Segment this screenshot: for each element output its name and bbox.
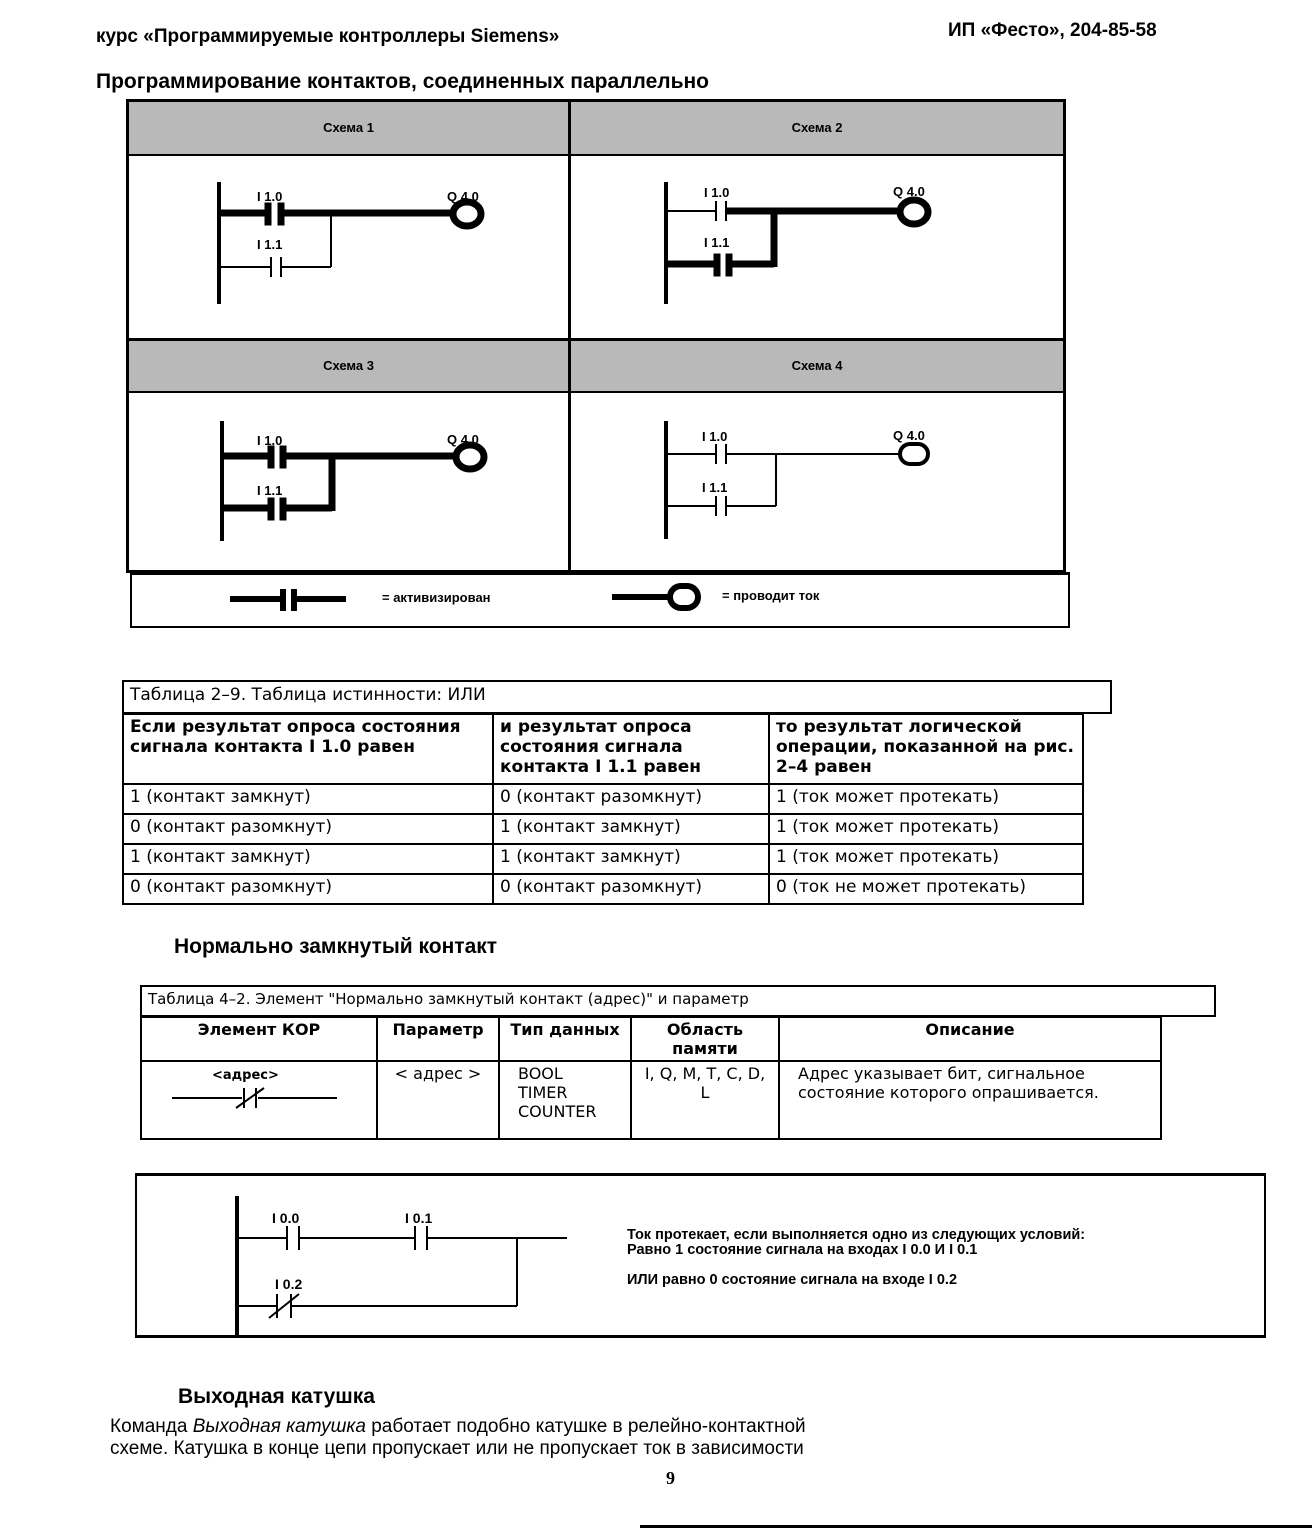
section-title-parallel: Программирование контактов, соединенных параллельно: [96, 70, 710, 93]
nc-example-box: [135, 1173, 1266, 1338]
p4-input-a-label: I 1.0: [702, 429, 728, 444]
truth-table-or: [122, 713, 1084, 905]
p2-output-label: Q 4.0: [893, 184, 925, 199]
table-row: [123, 844, 1083, 874]
table-header-cell: Область памяти: [631, 1017, 779, 1061]
panel-title-4: Схема 4: [571, 341, 1063, 393]
ex-condition-line-3: ИЛИ равно 0 состояние сигнала на входе I 0.2: [627, 1272, 958, 1288]
description-cell: Адрес указывает бит, сигнальное состояние которого опрашивается.: [779, 1061, 1161, 1139]
active-contact-symbol-icon: [230, 585, 350, 615]
table-row: [141, 1061, 1161, 1139]
data-type-item: BOOL: [518, 1064, 563, 1083]
table-row: [123, 874, 1083, 904]
nc-example-ladder: [137, 1176, 637, 1336]
param-cell: < адрес >: [377, 1061, 499, 1139]
output-coil-paragraph-line-1: [110, 1416, 806, 1438]
header-course-title: курс «Программируемые контроллеры Siemens»: [96, 26, 560, 47]
table-cell: 1 (ток может протекать): [769, 784, 1083, 814]
table-cell: 0 (ток не может протекать): [769, 874, 1083, 904]
p2-input-a-label: I 1.0: [704, 185, 730, 200]
section-title-nc-contact: Нормально замкнутый контакт: [174, 935, 498, 958]
legend-active-text: = активизирован: [382, 590, 491, 605]
ex-input-c-label: I 0.2: [275, 1276, 303, 1292]
p1-input-a-label: I 1.0: [257, 189, 283, 204]
table-header-row: [123, 714, 1083, 784]
p1-input-b-label: I 1.1: [257, 237, 283, 252]
output-coil-paragraph-line-2: схеме. Катушка в конце цепи пропускает или не пропускает ток в зависимости: [110, 1438, 804, 1459]
table-cell: 1 (контакт замкнут): [123, 784, 493, 814]
para-rest: работает подобно катушке в релейно-контактной: [365, 1416, 806, 1437]
table-header-cell: Элемент КОР: [141, 1017, 377, 1061]
table-cell: 1 (контакт замкнут): [123, 844, 493, 874]
section-title-output-coil: Выходная катушка: [178, 1385, 375, 1408]
ex-input-a-label: I 0.0: [272, 1210, 300, 1226]
ladder-diagram-2: [571, 154, 1063, 338]
table-header-cell: то результат логической операции, показанной на рис. 2–4 равен: [769, 714, 1083, 784]
table-cell: 1 (ток может протекать): [769, 814, 1083, 844]
ladder-diagram-1: [129, 154, 568, 338]
header-company: ИП «Фесто», 204-85-58: [948, 20, 1157, 41]
nc-contact-symbol-icon: [172, 1084, 342, 1114]
p4-output-label: Q 4.0: [893, 428, 925, 443]
para-prefix: Команда: [110, 1416, 193, 1437]
table-cell: 1 (контакт замкнут): [493, 814, 769, 844]
data-type-item: COUNTER: [518, 1102, 597, 1121]
p3-output-label: Q 4.0: [447, 432, 479, 447]
memory-area-cell: I, Q, M, T, C, D, L: [631, 1061, 779, 1139]
kop-element-cell: [141, 1061, 377, 1139]
table-cell: 0 (контакт разомкнут): [493, 784, 769, 814]
p3-input-b-label: I 1.1: [257, 483, 283, 498]
legend-conducts-text: = проводит ток: [722, 588, 820, 603]
conducting-coil-symbol-icon: [612, 581, 722, 615]
table-cell: 0 (контакт разомкнут): [123, 874, 493, 904]
p1-output-label: Q 4.0: [447, 189, 479, 204]
table-header-row: [141, 1017, 1161, 1061]
table-row: [123, 784, 1083, 814]
table-cell: 0 (контакт разомкнут): [123, 814, 493, 844]
table-2-9-caption: Таблица 2–9. Таблица истинности: ИЛИ: [122, 680, 1112, 714]
table-row: [123, 814, 1083, 844]
p4-input-b-label: I 1.1: [702, 480, 728, 495]
ladder-diagram-3: [129, 391, 568, 573]
figure-legend: [130, 572, 1070, 628]
ladder-diagram-4: [571, 391, 1063, 573]
table-cell: 1 (ток может протекать): [769, 844, 1083, 874]
data-types-cell: [499, 1061, 631, 1139]
ex-input-b-label: I 0.1: [405, 1210, 433, 1226]
panel-title-3: Схема 3: [129, 341, 568, 393]
table-header-cell: Тип данных: [499, 1017, 631, 1061]
p3-input-a-label: I 1.0: [257, 433, 283, 448]
nc-contact-element-table: [140, 1016, 1162, 1140]
page-number: 9: [666, 1468, 675, 1488]
panel-title-1: Схема 1: [129, 102, 568, 156]
kop-address-label: <адрес>: [212, 1068, 279, 1083]
panel-title-2: Схема 2: [571, 102, 1063, 156]
parallel-contacts-figure: [126, 99, 1066, 573]
bottom-edge-line: [640, 1525, 1312, 1528]
data-type-item: TIMER: [518, 1083, 568, 1102]
p2-input-b-label: I 1.1: [704, 235, 730, 250]
table-header-cell: Параметр: [377, 1017, 499, 1061]
table-header-cell: Описание: [779, 1017, 1161, 1061]
table-header-cell: и результат опроса состояния сигнала контакта I 1.1 равен: [493, 714, 769, 784]
table-cell: 0 (контакт разомкнут): [493, 874, 769, 904]
ex-condition-line-2: Равно 1 состояние сигнала на входах I 0.0 И I 0.1: [627, 1242, 978, 1258]
para-italic-term: Выходная катушка: [192, 1416, 366, 1437]
table-4-2-caption: Таблица 4–2. Элемент "Нормально замкнутый контакт (адрес)" и параметр: [140, 985, 1216, 1017]
ex-condition-line-1: Ток протекает, если выполняется одно из следующих условий:: [627, 1227, 1086, 1243]
table-cell: 1 (контакт замкнут): [493, 844, 769, 874]
table-header-cell: Если результат опроса состояния сигнала контакта I 1.0 равен: [123, 714, 493, 784]
